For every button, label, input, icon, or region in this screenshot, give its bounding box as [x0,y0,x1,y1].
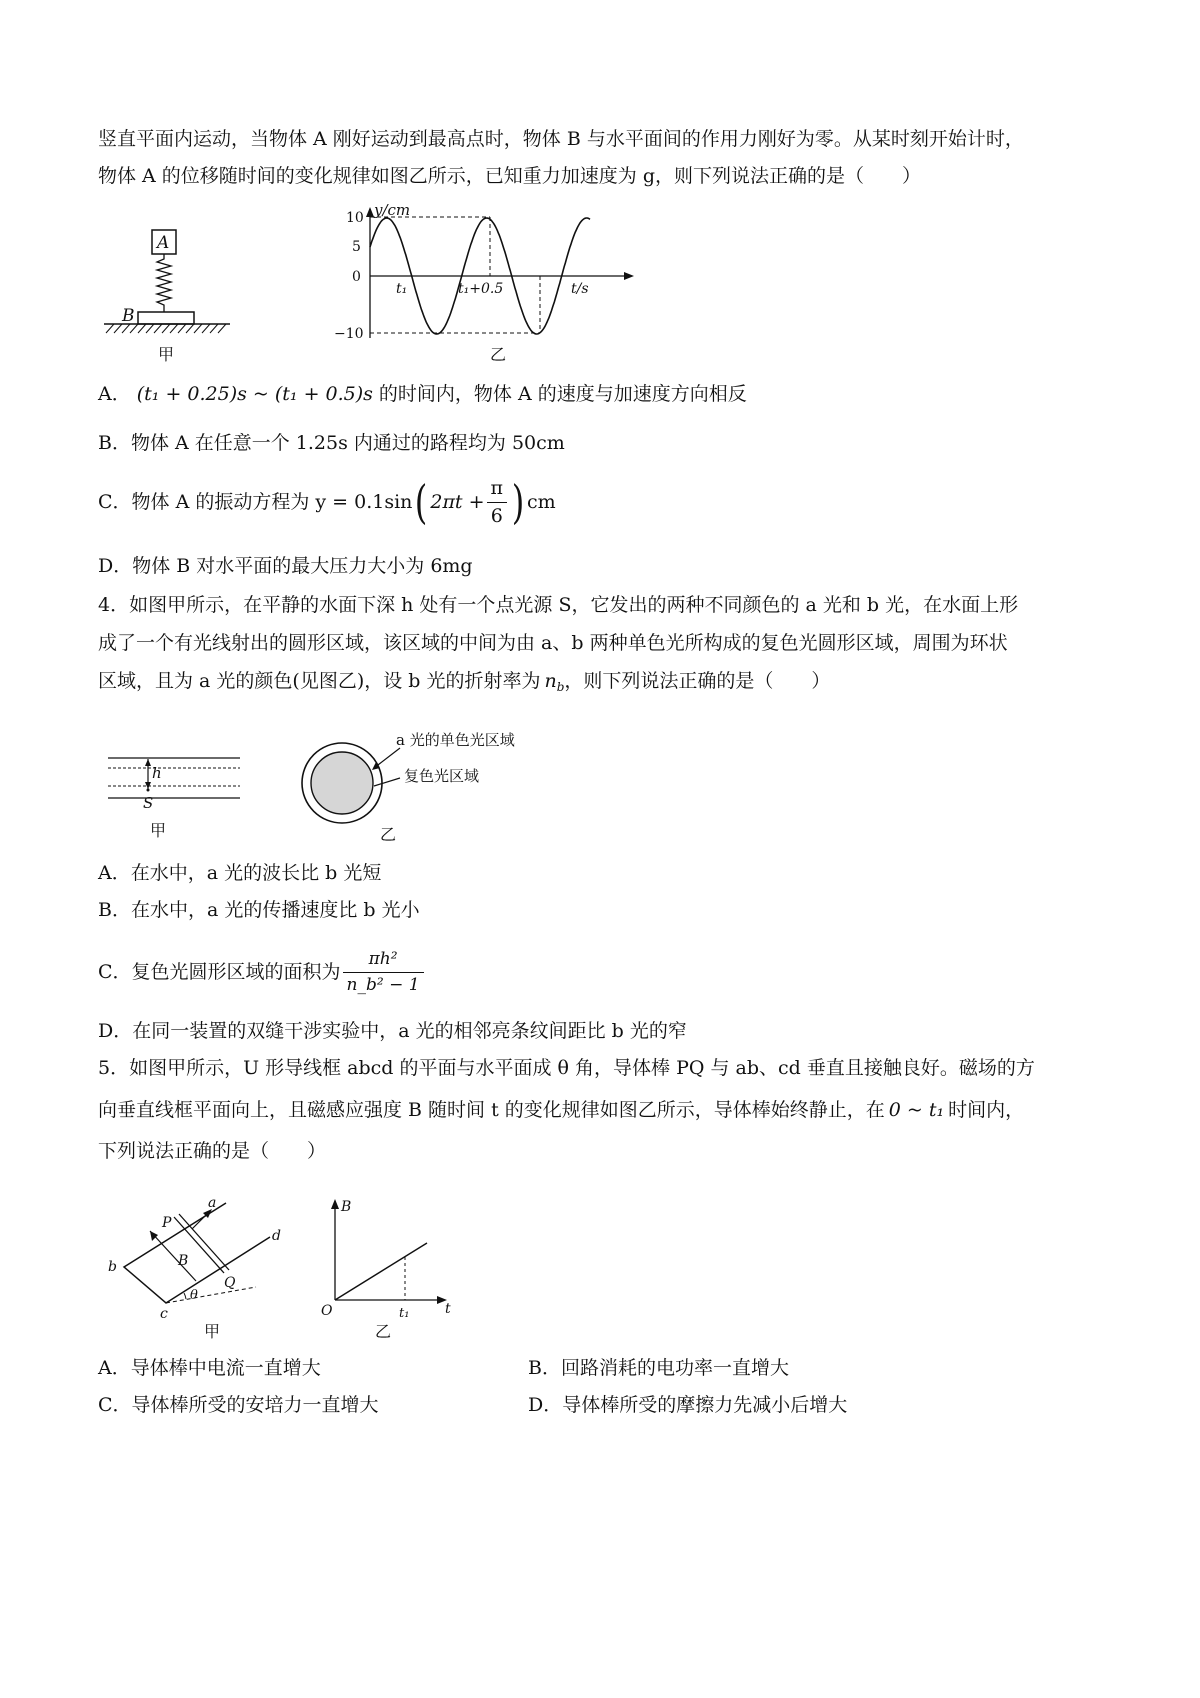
q5-jia-b: b [108,1259,117,1275]
q4-option-c [98,940,426,1004]
q4-nb-subscript: b [556,680,565,694]
q5-option-d: D．导体棒所受的摩擦力先减小后增大 [528,1394,848,1416]
chart-ytick-neg10: −10 [334,326,364,342]
q3-figure-yi-chart [334,201,640,395]
q5-stem-line2 [98,1099,1024,1122]
q4-option-c-fraction [343,949,424,995]
q4-figure-jia [104,740,244,840]
q3-option-a-math: (t₁ + 0.25)s ~ (t₁ + 0.5)s [136,383,373,405]
q5-jia-field-b: B [178,1253,189,1269]
chart-xtick-t1: t₁ [396,281,408,297]
q3-option-a [98,383,747,406]
q4-yi-label-ring: a 光的单色光区域 [396,731,515,749]
fraction-denominator: 6 [490,504,503,527]
q5-option-c: C．导体棒所受的安培力一直增大 [98,1394,379,1416]
q5-yi-caption: 乙 [375,1322,392,1341]
q3-option-c-fraction [487,477,508,528]
q3-stem-line1: 竖直平面内运动，当物体 A 刚好运动到最高点时，物体 B 与水平面间的作用力刚好为零。从某时刻开始计时， [98,128,1024,150]
q4-stem-line1: 4．如图甲所示，在平静的水面下深 h 处有一个点光源 S，它发出的两种不同颜色的 a 光和 b 光，在水面上形 [98,594,1019,616]
fraction-numerator: πh² [343,949,424,972]
q3-option-a-text: 的时间内，物体 A 的速度与加速度方向相反 [378,383,747,405]
q5-yi-axis-t: t [445,1301,451,1317]
q5-jia-q: Q [224,1275,236,1291]
chart-ytick-5: 5 [352,239,361,255]
q5-option-a: A．导体棒中电流一直增大 [98,1357,321,1379]
q4-jia-s: S [143,794,154,812]
q3-option-c [98,472,556,532]
q4-jia-h: h [152,764,162,782]
q5-jia-d: d [272,1228,281,1244]
chart-ytick-10: 10 [346,210,364,226]
q5-jia-caption: 甲 [204,1322,221,1341]
q3-option-a-prefix: A． [98,383,131,405]
q5-jia-a: a [208,1195,217,1211]
q3-option-c-prefix: C．物体 A 的振动方程为 y = 0.1sin [98,490,413,513]
q3-figure-jia [100,225,240,365]
q4-nb-symbol: n [544,670,557,692]
paren-right: ) [511,475,525,529]
q4-yi-caption: 乙 [380,825,397,844]
q5-stem-line2-b: 时间内， [948,1099,1025,1121]
q5-jia-theta: θ [190,1288,198,1303]
q3-jia-label-a: A [157,233,170,253]
chart-ytick-0: 0 [352,269,361,285]
q3-jia-caption: 甲 [158,345,175,364]
q3-option-c-inner: 2πt + [430,490,485,513]
q5-stem-line3: 下列说法正确的是（ ） [98,1140,327,1162]
q3-stem-line2: 物体 A 的位移随时间的变化规律如图乙所示，已知重力加速度为 g，则下列说法正确的是（ ） [98,165,922,187]
fraction-numerator: π [487,477,508,503]
q4-stem-line3-b: ，则下列说法正确的是（ ） [564,670,831,692]
q3-option-b: B．物体 A 在任意一个 1.25s 内通过的路程均为 50cm [98,432,565,454]
q3-option-d: D．物体 B 对水平面的最大压力大小为 6mg [98,555,473,577]
q5-yi-axis-b: B [341,1199,352,1215]
q4-option-d: D．在同一装置的双缝干涉实验中，a 光的相邻亮条纹间距比 b 光的窄 [98,1020,687,1042]
q4-stem-line3-a: 区域，且为 a 光的颜色(见图乙)，设 b 光的折射率为 [98,670,541,692]
q5-yi-t1: t₁ [399,1306,410,1321]
q4-yi-label-center: 复色光区域 [404,767,480,785]
q3-yi-caption: 乙 [490,345,507,364]
q4-stem-line2: 成了一个有光线射出的圆形区域，该区域的中间为由 a、b 两种单色光所构成的复色光圆形区域，周围为环状 [98,632,1008,654]
q5-stem-line1: 5．如图甲所示，U 形导线框 abcd 的平面与水平面成 θ 角，导体棒 PQ 与 ab、cd 垂直且接触良好。磁场的方 [98,1057,1035,1079]
paren-left: ( [415,475,428,529]
fraction-denominator: n_b² − 1 [346,974,420,995]
q4-option-c-prefix: C．复色光圆形区域的面积为 [98,960,341,983]
q3-jia-label-b: B [122,306,135,326]
q5-figure-yi [315,1195,475,1345]
chart-xtick-t1-05: t₁+0.5 [458,281,504,297]
q4-jia-caption: 甲 [150,821,167,840]
q5-stem-line2-a: 向垂直线框平面向上，且磁感应强度 B 随时间 t 的变化规律如图乙所示，导体棒始终静止，在 [98,1099,885,1121]
q4-option-b: B．在水中，a 光的传播速度比 b 光小 [98,899,420,921]
q3-option-c-unit: cm [526,490,556,513]
q5-jia-c: c [160,1306,168,1322]
q5-jia-p: P [162,1215,172,1231]
q5-stem-math: 0 ~ t₁ [888,1099,945,1121]
q5-option-b: B．回路消耗的电功率一直增大 [528,1357,789,1379]
chart-y-axis-label: y/cm [374,201,411,219]
q4-option-a: A．在水中，a 光的波长比 b 光短 [98,862,382,884]
chart-x-axis-label: t/s [571,281,589,297]
q4-figure-yi [300,728,540,846]
q4-stem-line3 [98,670,830,694]
q5-yi-origin: O [321,1303,333,1319]
q5-figure-jia [100,1195,300,1345]
